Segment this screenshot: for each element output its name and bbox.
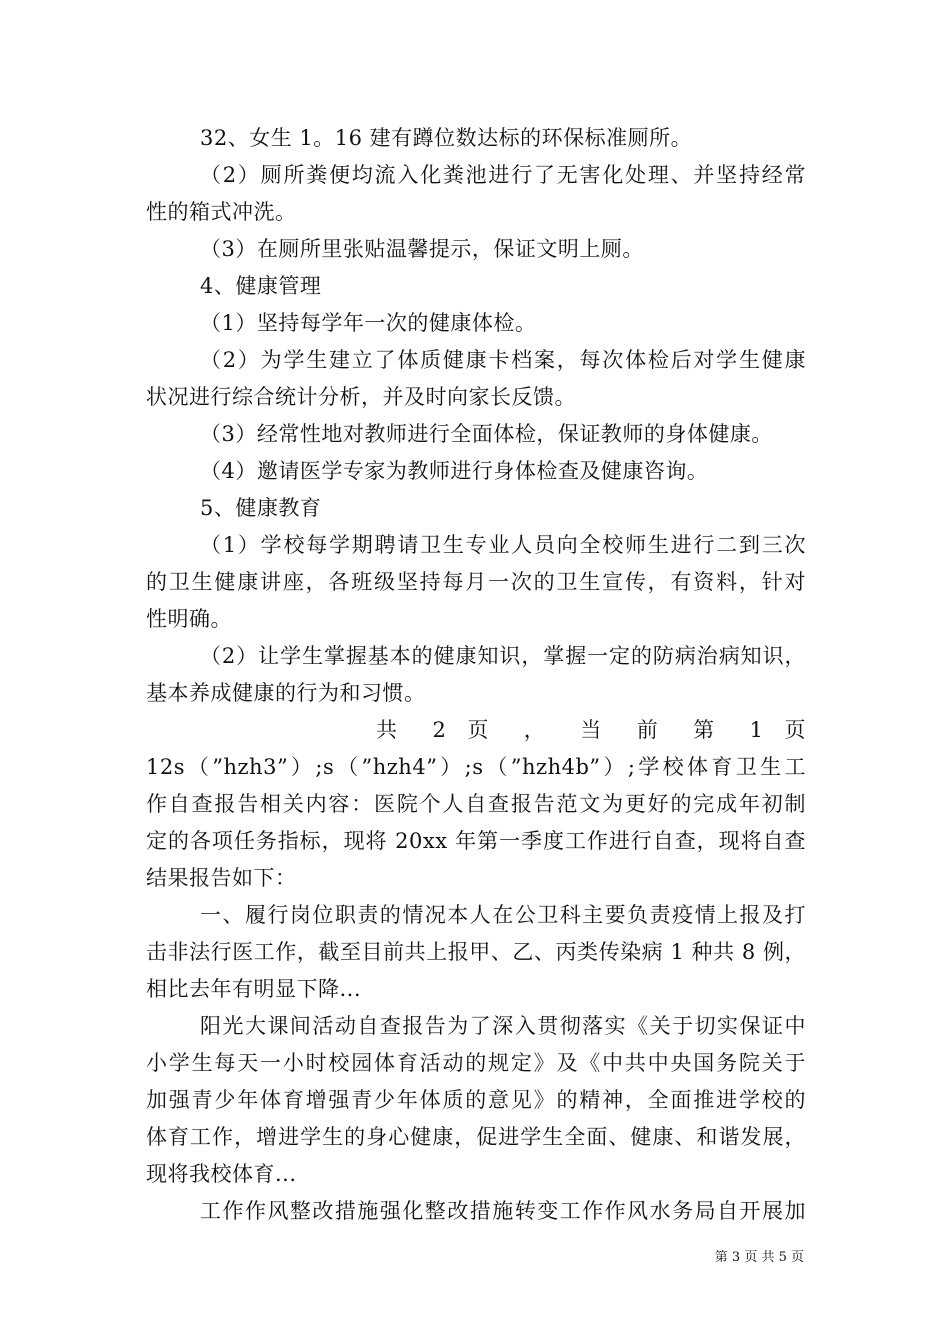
text-line: （3）经常性地对教师进行全面体检，保证教师的身体健康。: [200, 422, 773, 446]
page-count-line: 共 2 页 ， 当 前 第 1 页: [376, 718, 806, 742]
text-line: （2）让学生掌握基本的健康知识，掌握一定的防病治病知识，: [200, 644, 806, 668]
text-line: 的卫生健康讲座，各班级坚持每月一次的卫生宣传，有资料，针对: [146, 570, 806, 594]
text-line: 体育工作，增进学生的身心健康，促进学生全面、健康、和谐发展，: [146, 1125, 806, 1149]
text-line: 加强青少年体育增强青少年体质的意见》的精神，全面推进学校的: [146, 1088, 806, 1112]
text-line: 定的各项任务指标，现将 20xx 年第一季度工作进行自查，现将自查: [146, 829, 806, 853]
section-heading: 4、健康管理: [200, 274, 322, 298]
text-line: 性明确。: [146, 607, 232, 631]
text-line: 12s（”hzh3”）;s（”hzh4”）;s（”hzh4b”）;学校体育卫生工: [146, 755, 806, 779]
text-line: 32、女生 1。16 建有蹲位数达标的环保标准厕所。: [200, 126, 693, 150]
text-line: 状况进行综合统计分析，并及时向家长反馈。: [146, 385, 576, 409]
text-line: 现将我校体育...: [146, 1162, 297, 1186]
text-line: （1）学校每学期聘请卫生专业人员向全校师生进行二到三次: [200, 533, 806, 557]
page-footer: 第 3 页 共 5 页: [714, 1250, 804, 1265]
text-line: 作自查报告相关内容：医院个人自查报告范文为更好的完成年初制: [146, 792, 806, 816]
text-line: 阳光大课间活动自查报告为了深入贯彻落实《关于切实保证中: [200, 1014, 806, 1038]
text-line: （2）厕所粪便均流入化粪池进行了无害化处理、并坚持经常: [200, 163, 806, 187]
text-line: 击非法行医工作，截至目前共上报甲、乙、丙类传染病 1 种共 8 例，: [146, 940, 806, 964]
section-heading: 5、健康教育: [200, 496, 322, 520]
text-line: 工作作风整改措施强化整改措施转变工作作风水务局自开展加: [200, 1199, 806, 1223]
text-line: 一、履行岗位职责的情况本人在公卫科主要负责疫情上报及打: [200, 903, 806, 927]
text-line: 性的箱式冲洗。: [146, 200, 297, 224]
text-line: （2）为学生建立了体质健康卡档案，每次体检后对学生健康: [200, 348, 806, 372]
text-line: 小学生每天一小时校园体育活动的规定》及《中共中央国务院关于: [146, 1051, 806, 1075]
text-line: 结果报告如下：: [146, 866, 297, 890]
text-line: （3）在厕所里张贴温馨提示，保证文明上厕。: [200, 237, 644, 261]
text-line: 基本养成健康的行为和习惯。: [146, 681, 426, 705]
text-line: （4）邀请医学专家为教师进行身体检查及健康咨询。: [200, 459, 709, 483]
text-line: （1）坚持每学年一次的健康体检。: [200, 311, 537, 335]
text-line: 相比去年有明显下降...: [146, 977, 362, 1001]
